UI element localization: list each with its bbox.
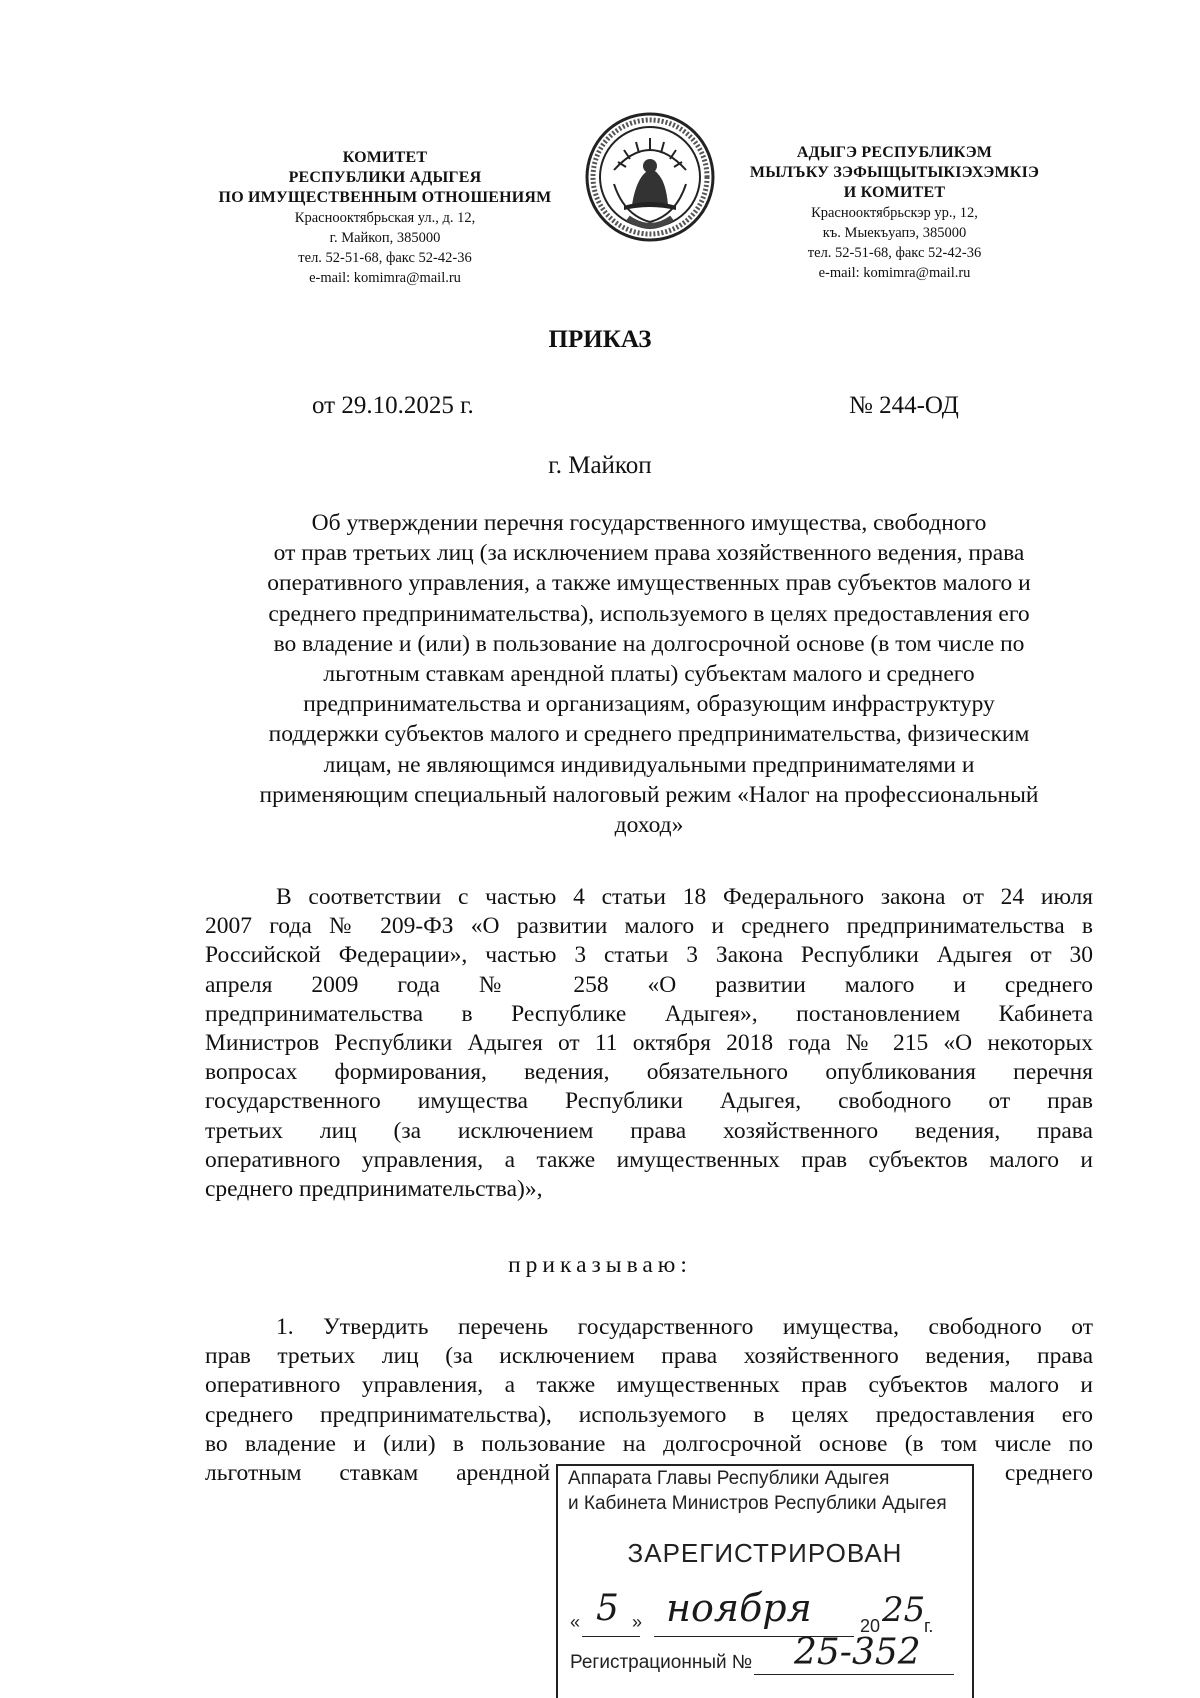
org-name-ru-line2: РЕСПУБЛИКИ АДЫГЕЯ [288,169,482,186]
item-line: прав третьих лиц (за исключением права хозяйственного ведения, права [205,1343,1093,1370]
subject-line: среднего предпринимательства), используемого в целях предоставления его [268,600,1030,627]
document-date: от 29.10.2025 г. [312,392,474,419]
coat-of-arms-emblem [584,110,716,244]
stamp-day-handwritten: 5 [596,1588,619,1629]
subject-line: предпринимательства и организациям, образующим инфраструктуру [303,691,995,718]
preamble-line: оперативного управления, а также имущественных прав субъектов малого и [205,1146,1093,1173]
preamble-line: третьих лиц (за исключением права хозяйственного ведения, права [205,1117,1093,1144]
stamp-authority-line2: и Кабинета Министров Республики Адыгея [568,1493,947,1514]
subject-line: доход» [614,812,684,839]
registration-stamp [556,1464,974,1698]
header-left-block [205,148,565,288]
preamble-line: Министров Республики Адыгея от 11 октября 2018 года № 215 «О некоторых [205,1030,1093,1057]
item-line: оперативного управления, а также имущественных прав субъектов малого и [205,1372,1093,1399]
org-name-ru-line3: ПО ИМУЩЕСТВЕННЫМ ОТНОШЕНИЯМ [218,189,552,206]
item-line: среднего предпринимательства), используемого в целях предоставления его [205,1401,1093,1428]
subject-line: от прав третьих лиц (за исключением права хозяйственного ведения, права [273,540,1025,567]
preamble-line: вопросах формирования, ведения, обязательного опубликования перечня [205,1059,1093,1086]
preamble-line: 2007 года № 209-ФЗ «О развитии малого и среднего предпринимательства в [205,913,1093,940]
org-city-ru: г. Майкоп, 385000 [329,230,441,246]
coat-of-arms-icon [584,110,716,244]
preamble-line: Российской Федерации», частью 3 статьи 3 Закона Республики Адыгея от 30 [205,942,1093,969]
preamble-line: апреля 2009 года № 258 «О развитии малого и среднего [205,971,1093,998]
org-address-ru: Краснооктябрьская ул., д. 12, [294,210,476,226]
item-line-right: среднего [1004,1460,1093,1487]
preamble-line: государственного имущества Республики Адыгея, свободного от прав [205,1088,1093,1115]
stamp-month-handwritten: ноября [666,1586,812,1630]
stamp-day-underline [582,1636,640,1637]
subject-line: льготным ставкам арендной платы) субъектам малого и среднего [323,661,975,688]
stamp-registered-label: ЗАРЕГИСТРИРОВАН [627,1538,903,1568]
org-phone-ru: тел. 52-51-68, факс 52-42-36 [298,250,472,266]
org-address-ady: Краснооктябрьскэр ур., 12, [811,205,978,221]
order-word: приказываю: [508,1252,692,1278]
stamp-date-row [570,1586,950,1636]
item-line-left: льготным ставкам арендной [205,1460,551,1487]
preamble-paragraph [205,883,1093,1204]
preamble-line: предпринимательства в Республике Адыгея», постановлением Кабинета [205,1000,1093,1027]
org-email-ady: e-mail: komimra@mail.ru [818,265,971,281]
stamp-reg-underline [754,1674,954,1675]
stamp-quote-close: » [632,1612,643,1632]
subject-line: Об утверждении перечня государственного имущества, свободного [311,510,987,536]
org-name-ady-line3: И КОМИТЕТ [843,184,946,201]
stamp-year-tail: г. [924,1616,934,1636]
org-phone-ady: тел. 52-51-68, факс 52-42-36 [807,245,982,261]
stamp-authority-line1: Аппарата Главы Республики Адыгея [568,1468,890,1489]
preamble-line: В соответствии с частью 4 статьи 18 Федерального закона от 24 июля [276,884,1093,910]
stamp-reg-number-label: Регистрационный № [570,1652,753,1673]
org-city-ady: къ. Мыекъуапэ, 385000 [822,225,967,241]
org-name-ady-line2: МЫЛЪКУ ЗЭФЫЩЫТЫКІЭХЭМКІЭ [749,164,1040,181]
document-number: № 244-ОД [849,392,959,419]
subject-line: поддержки субъектов малого и среднего предпринимательства, физическим [268,721,1030,748]
document-type-title: ПРИКАЗ [548,326,652,353]
item-line: во владение и (или) в пользование на долгосрочной основе (в том числе по [205,1430,1093,1457]
stamp-quote-open: « [570,1612,581,1632]
document-city: г. Майкоп [548,452,652,479]
order-item-1 [205,1313,1093,1488]
subject-line: лицам, не являющимся индивидуальными предпринимателями и [323,751,975,778]
org-name-ady-line1: АДЫГЭ РЕСПУБЛИКЭМ [796,144,993,161]
header-right-block [722,143,1067,283]
org-email-ru: e-mail: komimra@mail.ru [309,270,461,286]
stamp-reg-number-handwritten: 25-352 [794,1632,921,1673]
stamp-year-prefix: 20 [860,1616,881,1636]
org-name-ru-line1: КОМИТЕТ [342,149,428,166]
subject-line: применяющим специальный налоговый режим «Налог на профессиональный [259,781,1039,808]
stamp-year-handwritten: 25 [882,1590,926,1630]
document-subject [205,508,1093,840]
subject-line: оперативного управления, а также имущественных прав субъектов малого и [267,570,1031,597]
item-line: 1. Утвердить перечень государственного имущества, свободного от [276,1314,1093,1340]
subject-line: во владение и (или) в пользование на долгосрочной основе (в том числе по [273,630,1025,657]
preamble-line: среднего предпринимательства)», [205,1176,543,1203]
